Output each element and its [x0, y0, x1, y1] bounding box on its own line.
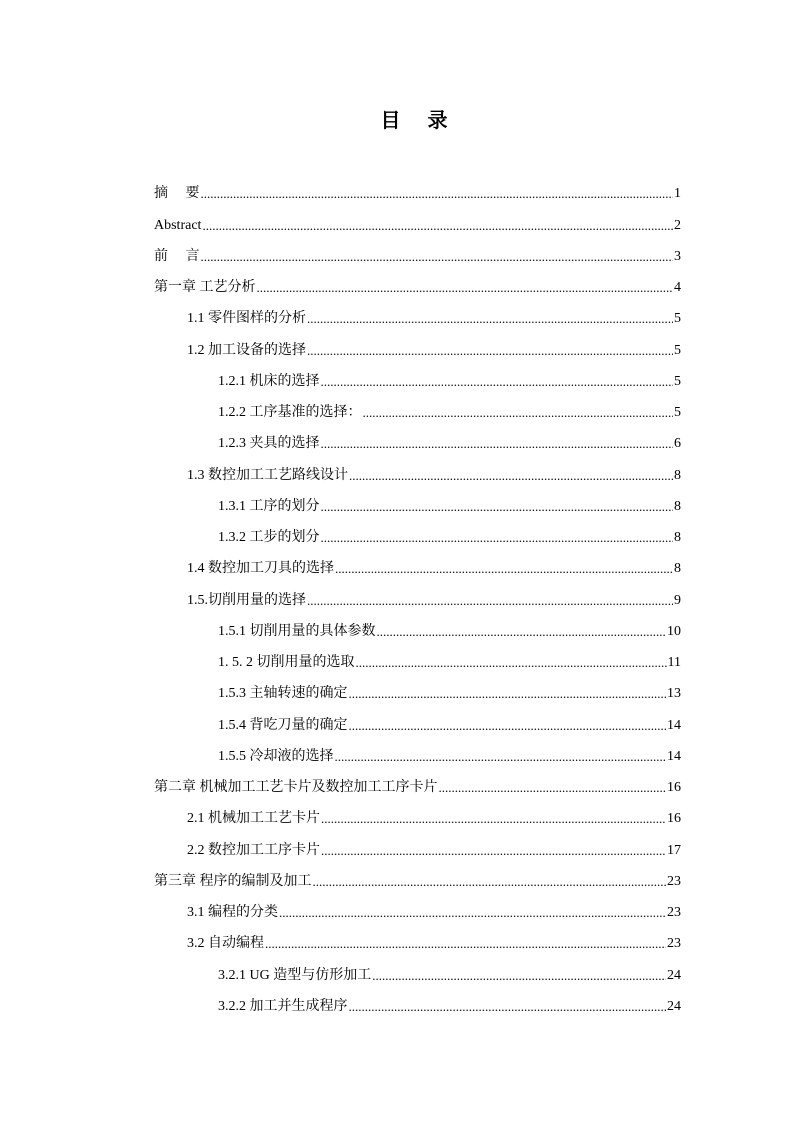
toc-dot-leader: [439, 779, 667, 797]
toc-entry-label: 1.3.1 工序的划分: [218, 498, 320, 514]
toc-entry-label: Abstract: [154, 217, 202, 233]
toc-entry-label: 1.2.2 工序基准的选择：: [218, 405, 362, 420]
toc-dot-leader: [321, 529, 674, 547]
toc-dot-leader: [307, 592, 673, 610]
toc-entry-label: 1.5.切削用量的选择: [187, 592, 306, 608]
toc-entry[interactable]: [154, 266, 681, 297]
toc-dot-leader: [202, 217, 673, 235]
toc-entry-page-number: 8: [674, 530, 681, 545]
toc-entry-page-number: 24: [667, 967, 681, 983]
toc-entry-page-number: 5: [674, 405, 681, 420]
toc-entry-page-number: 11: [667, 655, 681, 670]
toc-dot-leader: [257, 279, 674, 297]
toc-entry[interactable]: [154, 985, 681, 1016]
toc-dot-leader: [356, 654, 667, 672]
page-title: 目 录: [380, 108, 458, 132]
toc-entry-page-number: 8: [674, 467, 681, 483]
toc-entry[interactable]: [154, 391, 681, 422]
toc-entry[interactable]: [154, 485, 681, 516]
toc-entry-label: 2.1 机械加工工艺卡片: [187, 811, 320, 827]
toc-entry[interactable]: [154, 547, 681, 578]
toc-dot-leader: [313, 873, 667, 891]
toc-entry-label: 1. 5. 2 切削用量的选取: [218, 655, 355, 670]
toc-entry[interactable]: [154, 828, 681, 859]
toc-entry-label: 2.2 数控加工工序卡片: [187, 842, 320, 858]
toc-entry[interactable]: [154, 328, 681, 359]
toc-entry-label: 摘 要: [154, 186, 200, 202]
toc-entry[interactable]: [154, 766, 681, 797]
toc-entry[interactable]: [154, 797, 681, 828]
toc-entry[interactable]: [154, 203, 681, 234]
toc-entry-page-number: 24: [667, 998, 681, 1014]
toc-entry-page-number: 5: [674, 342, 681, 358]
toc-entry-label: 1.3.2 工步的划分: [218, 530, 320, 545]
toc-entry-page-number: 10: [667, 623, 681, 639]
toc-dot-leader: [335, 560, 673, 578]
toc-dot-leader: [372, 967, 666, 985]
toc-dot-leader: [201, 248, 674, 266]
toc-entry-label: 1.3 数控加工工艺路线设计: [187, 467, 348, 483]
toc-entry-page-number: 3: [674, 248, 681, 264]
toc-entry-label: 1.2 加工设备的选择: [187, 342, 306, 358]
toc-dot-leader: [349, 998, 667, 1016]
toc-entry-page-number: 8: [674, 561, 681, 577]
toc-entry-label: 第三章 程序的编制及加工: [154, 873, 312, 889]
toc-entry-page-number: 17: [667, 842, 681, 858]
toc-entry-label: 3.2 自动编程: [187, 936, 264, 952]
toc-entry[interactable]: [154, 891, 681, 922]
toc-dot-leader: [265, 935, 666, 953]
toc-entry[interactable]: [154, 172, 681, 203]
toc-entry[interactable]: [154, 953, 681, 984]
toc-entry-label: 1.5.5 冷却液的选择: [218, 748, 334, 764]
toc-entry-label: 1.2.3 夹具的选择: [218, 436, 320, 452]
toc-entry-page-number: 14: [667, 717, 681, 733]
toc-entry[interactable]: [154, 735, 681, 766]
toc-entry-page-number: 1: [674, 186, 681, 202]
toc-entry-page-number: 6: [674, 436, 681, 452]
toc-dot-leader: [321, 842, 666, 860]
toc-entry-page-number: 5: [674, 373, 681, 389]
toc-dot-leader: [321, 435, 674, 453]
toc-entry[interactable]: [154, 641, 681, 672]
toc-dot-leader: [201, 185, 674, 203]
toc-entry-page-number: 5: [674, 311, 681, 327]
toc-dot-leader: [377, 623, 667, 641]
toc-entry[interactable]: [154, 860, 681, 891]
toc-dot-leader: [335, 748, 667, 766]
toc-entry[interactable]: [154, 578, 681, 609]
toc-entry-label: 3.2.1 UG 造型与仿形加工: [218, 967, 372, 983]
table-of-contents: [154, 172, 681, 1016]
toc-dot-leader: [349, 685, 667, 703]
toc-entry[interactable]: [154, 922, 681, 953]
toc-entry-label: 第一章 工艺分析: [154, 280, 256, 295]
toc-entry[interactable]: [154, 703, 681, 734]
toc-entry-label: 1.5.3 主轴转速的确定: [218, 686, 348, 702]
toc-entry[interactable]: [154, 610, 681, 641]
toc-entry[interactable]: [154, 360, 681, 391]
toc-entry-page-number: 9: [674, 592, 681, 608]
toc-entry-page-number: 13: [667, 686, 681, 702]
toc-entry[interactable]: [154, 516, 681, 547]
toc-entry-label: 3.1 编程的分类: [187, 905, 278, 920]
toc-entry-page-number: 8: [674, 498, 681, 514]
toc-dot-leader: [321, 498, 674, 516]
toc-entry-label: 1.4 数控加工刀具的选择: [187, 561, 334, 577]
toc-dot-leader: [279, 904, 666, 922]
toc-entry[interactable]: [154, 453, 681, 484]
toc-entry-label: 3.2.2 加工并生成程序: [218, 998, 348, 1014]
toc-entry[interactable]: [154, 235, 681, 266]
toc-entry[interactable]: [154, 422, 681, 453]
toc-dot-leader: [307, 310, 673, 328]
toc-entry-page-number: 23: [667, 936, 681, 952]
toc-dot-leader: [363, 404, 674, 422]
toc-entry-label: 前 言: [154, 248, 200, 264]
toc-entry[interactable]: [154, 297, 681, 328]
toc-entry-page-number: 14: [667, 748, 681, 764]
toc-entry-label: 1.2.1 机床的选择: [218, 373, 320, 389]
toc-entry[interactable]: [154, 672, 681, 703]
toc-entry-page-number: 4: [674, 280, 681, 295]
toc-dot-leader: [349, 467, 673, 485]
toc-dot-leader: [321, 810, 666, 828]
toc-dot-leader: [349, 717, 667, 735]
toc-entry-page-number: 2: [674, 217, 681, 233]
toc-entry-label: 1.1 零件图样的分析: [187, 311, 306, 327]
toc-entry-label: 第二章 机械加工工艺卡片及数控加工工序卡片: [154, 780, 438, 795]
toc-dot-leader: [307, 342, 673, 360]
toc-entry-page-number: 23: [667, 873, 681, 889]
toc-entry-label: 1.5.1 切削用量的具体参数: [218, 623, 376, 639]
toc-entry-page-number: 23: [667, 905, 681, 920]
toc-entry-page-number: 16: [667, 811, 681, 827]
toc-entry-label: 1.5.4 背吃刀量的确定: [218, 717, 348, 733]
toc-dot-leader: [321, 373, 674, 391]
toc-entry-page-number: 16: [667, 780, 681, 795]
